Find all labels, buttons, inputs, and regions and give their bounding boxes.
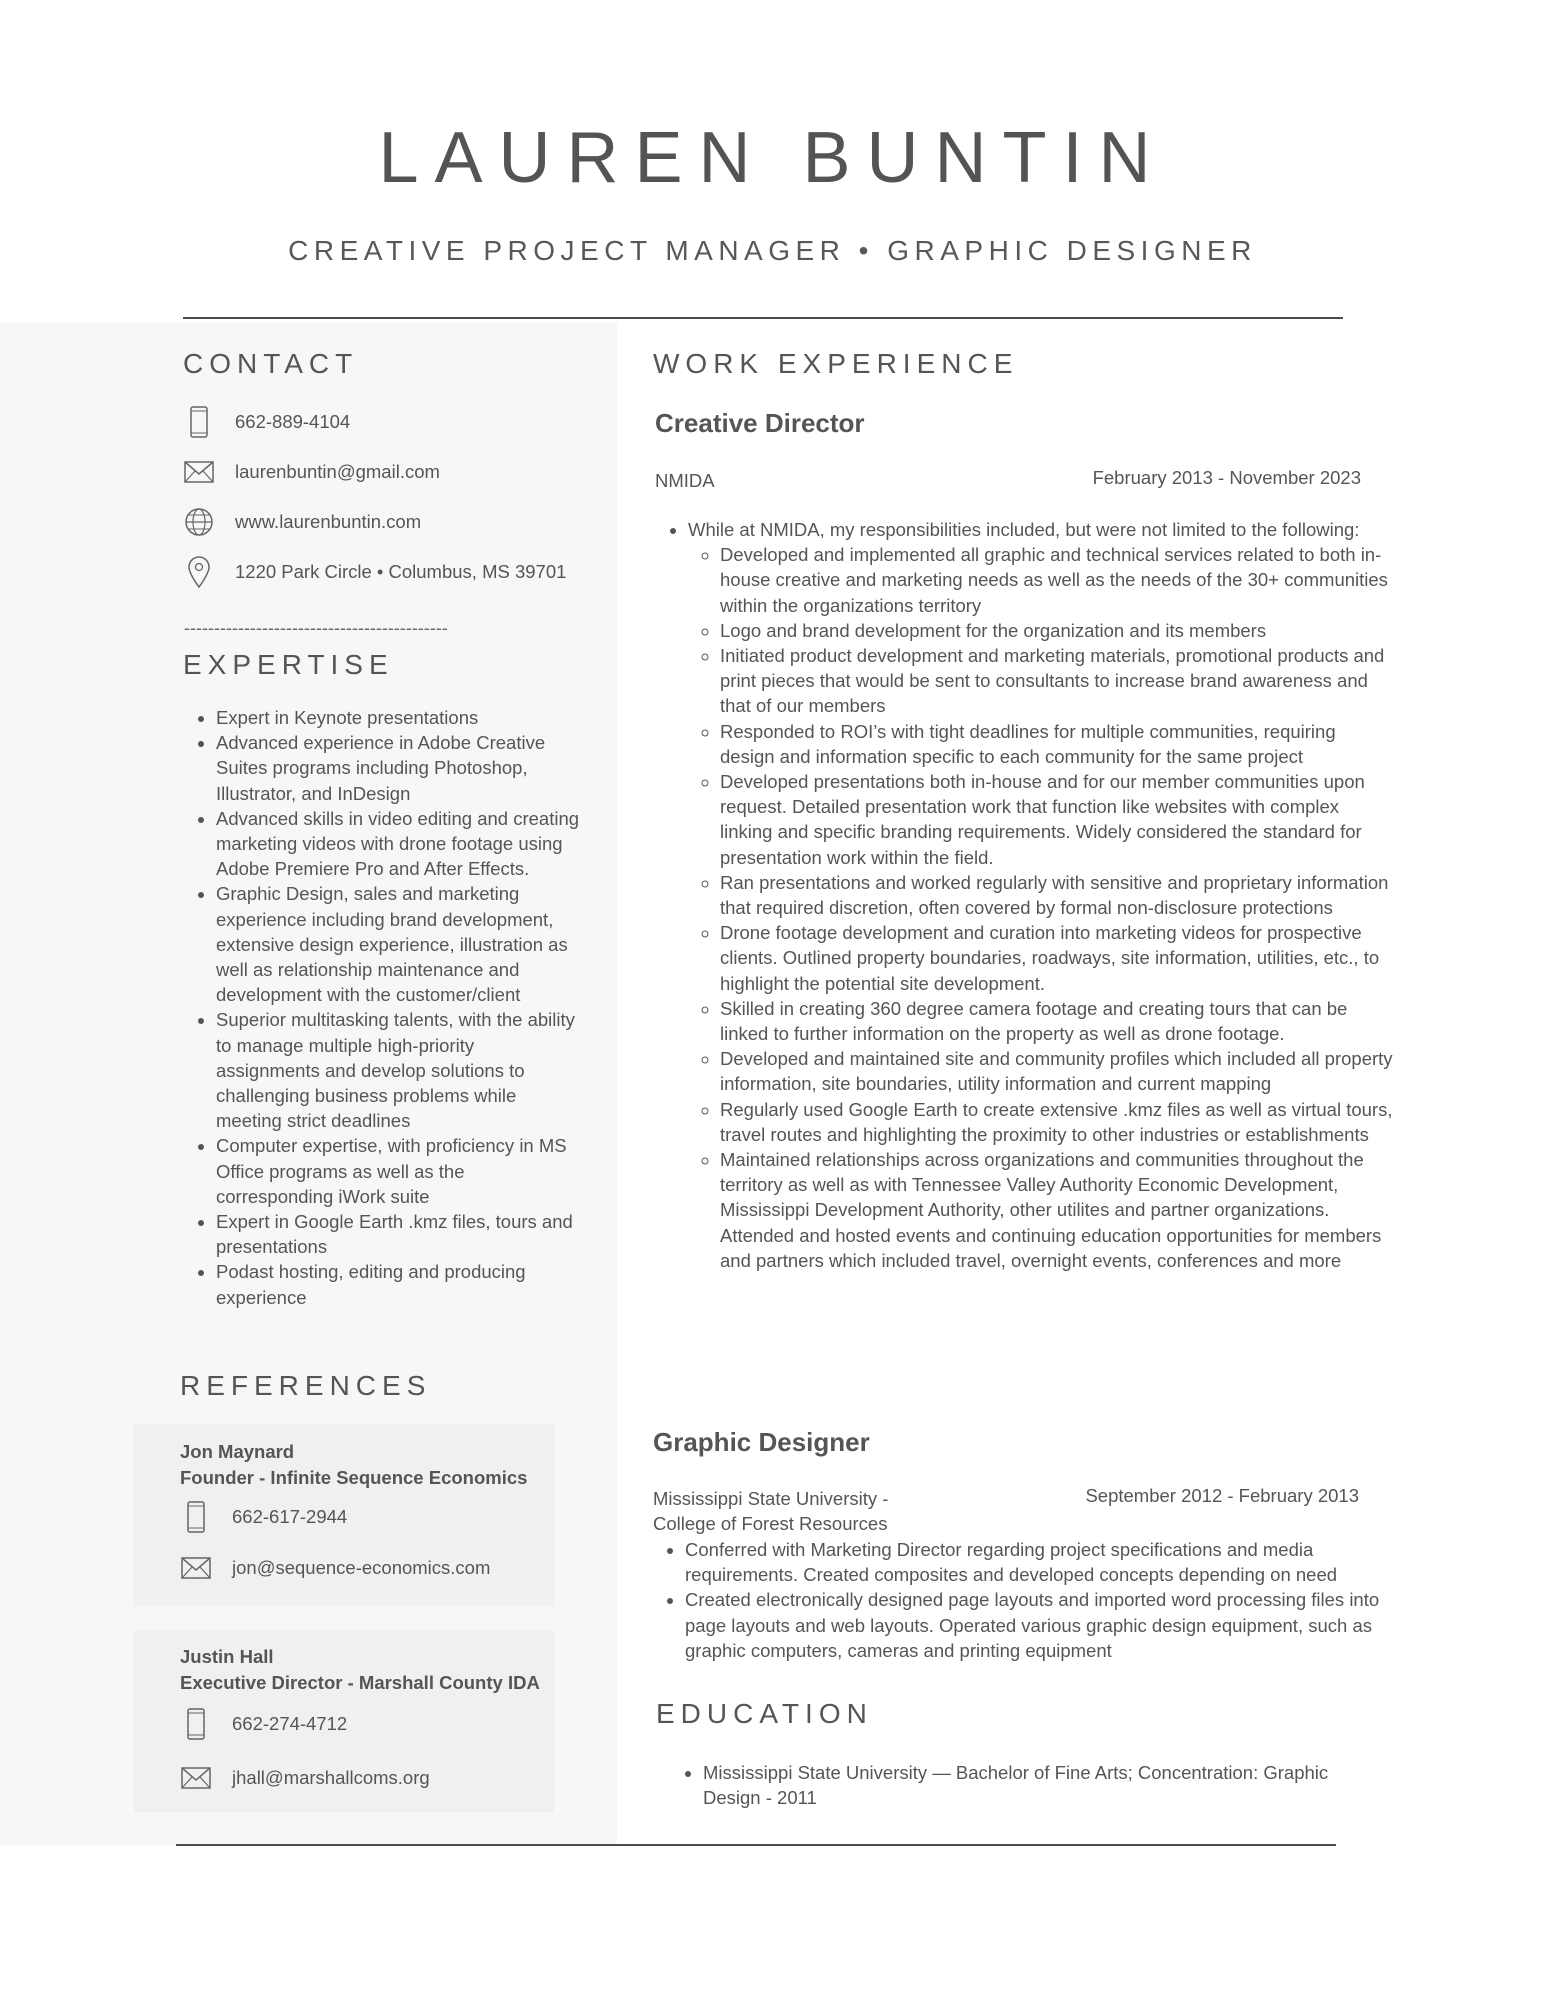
job-title: Creative Director: [655, 408, 865, 438]
job-dates: February 2013 - November 2023: [1092, 467, 1361, 488]
job-dates: September 2012 - February 2013: [1085, 1485, 1359, 1506]
expertise-list: [190, 705, 581, 1310]
list-item: ◦ Maintained relationships across organizations and communities throughout the territory as well as with Tennessee Valley Authority Economic Development, Mississippi Development Authority, other utilites and partner organizations. Attended and hosted events and continuing education opportunities for members and partners which included travel, overnight events, conferences and more: [720, 1147, 1394, 1273]
list-item: • Graphic Design, sales and marketing experience including brand development, extensive design experience, illustration as well as relationship maintenance and development with the customer/client: [216, 881, 581, 1007]
job-title: Graphic Designer: [653, 1427, 870, 1457]
list-item: ◦ Initiated product development and marketing materials, promotional products and print pieces that would be sent to consultants to increase brand awareness and that of our members: [720, 643, 1394, 719]
footer-divider: [176, 1844, 1336, 1846]
job-company: [653, 1486, 888, 1536]
expertise-heading: EXPERTISE: [183, 649, 394, 680]
contact-website: [183, 502, 603, 542]
list-item: ◦ Developed presentations both in-house and for our member communities upon request. Detailed presentation work that function like websites with complex linking and specific branding requirements. Widely considered the standard for presentation work within the field.: [720, 769, 1394, 870]
list-item: ◦ Regularly used Google Earth to create extensive .kmz files as well as virtual tours, travel routes and highlighting the proximity to other industries or establishments: [720, 1097, 1394, 1147]
reference-role: Founder - Infinite Sequence Economics: [180, 1466, 528, 1488]
reference-phone-text: 662-617-2944: [232, 1506, 348, 1527]
reference-phone: [180, 1707, 540, 1741]
phone-icon: [180, 1708, 212, 1740]
phone-icon: [180, 1501, 212, 1533]
envelope-icon: [183, 456, 215, 488]
list-item: • Mississippi State University — Bachelor of Fine Arts; Concentration: Graphic Design - 2011: [703, 1760, 1383, 1810]
job-responsibilities: [653, 1537, 1391, 1663]
contact-email: [183, 452, 603, 492]
reference-email: [180, 1761, 540, 1795]
education-list: [671, 1760, 1383, 1810]
references-heading: REFERENCES: [180, 1370, 432, 1401]
reference-email-text: jon@sequence-economics.com: [232, 1557, 491, 1578]
reference-phone-text: 662-274-4712: [232, 1713, 348, 1734]
reference-card: [134, 1630, 554, 1812]
contact-website-text: www.laurenbuntin.com: [235, 511, 422, 532]
job-sub-list: [688, 542, 1394, 1273]
list-item: • Expert in Keynote presentations: [216, 705, 581, 730]
job-company-line: Mississippi State University -: [653, 1488, 889, 1509]
list-item: • Advanced skills in video editing and creating marketing videos with drone footage using Adobe Premiere Pro and After Effects.: [216, 806, 581, 882]
candidate-title: CREATIVE PROJECT MANAGER • GRAPHIC DESIGNER: [288, 235, 1257, 266]
envelope-icon: [180, 1552, 212, 1584]
contact-phone: [183, 402, 603, 442]
contact-address-text: 1220 Park Circle • Columbus, MS 39701: [235, 561, 567, 582]
reference-phone: [180, 1500, 527, 1534]
list-item: • Created electronically designed page layouts and imported word processing files into page layouts and web layouts. Operated various graphic design equipment, such as graphic computers, cameras and printing equipment: [685, 1587, 1391, 1663]
reference-role: Executive Director - Marshall County IDA: [180, 1671, 540, 1693]
envelope-icon: [180, 1762, 212, 1794]
reference-card: [134, 1424, 554, 1606]
job-company-line: College of Forest Resources: [653, 1513, 888, 1534]
list-item: • Superior multitasking talents, with the ability to manage multiple high-priority assignments and develop solutions to challenging business problems while meeting strict deadlines: [216, 1007, 581, 1133]
globe-icon: [183, 506, 215, 538]
phone-icon: [183, 406, 215, 438]
list-item: ◦ Ran presentations and worked regularly with sensitive and proprietary information that required discretion, often covered by formal non-disclosure protections: [720, 870, 1394, 920]
contact-divider: --------------------------------------------: [184, 618, 448, 638]
list-item: ◦ Drone footage development and curation into marketing videos for prospective clients. Outlined property boundaries, roadways, site information, utilities, etc., to highlight the potential site development.: [720, 920, 1394, 996]
list-item: ◦ Skilled in creating 360 degree camera footage and creating tours that can be linked to further information on the property as well as drone footage.: [720, 996, 1394, 1046]
list-item: • Computer expertise, with proficiency in MS Office programs as well as the corresponding iWork suite: [216, 1133, 581, 1209]
header-divider: [183, 317, 1343, 319]
contact-phone-text: 662-889-4104: [235, 411, 351, 432]
list-item: • Conferred with Marketing Director regarding project specifications and media requirements. Created composites and developed concepts depending on need: [685, 1537, 1391, 1587]
list-item: • Podast hosting, editing and producing experience: [216, 1259, 581, 1309]
location-pin-icon: [183, 556, 215, 588]
job-responsibilities: [656, 517, 1394, 1273]
job-company: NMIDA: [655, 470, 715, 491]
list-item: ◦ Logo and brand development for the organization and its members: [720, 618, 1394, 643]
reference-email-text: jhall@marshallcoms.org: [232, 1767, 430, 1788]
job-meta: [653, 1483, 1359, 1536]
reference-name: Jon Maynard: [180, 1441, 295, 1462]
list-item: ◦ Developed and implemented all graphic and technical services related to both in-house creative and marketing needs as well as the needs of the 30+ communities within the organizations territory: [720, 542, 1394, 618]
contact-email-text: laurenbuntin@gmail.com: [235, 461, 440, 482]
work-heading: WORK EXPERIENCE: [653, 348, 1019, 379]
job-intro: While at NMIDA, my responsibilities included, but were not limited to the following:: [688, 519, 1360, 540]
contact-address: [183, 552, 603, 592]
list-item: [688, 517, 1394, 1273]
candidate-name: LAUREN BUNTIN: [378, 118, 1167, 198]
job-meta: [655, 465, 1361, 493]
education-heading: EDUCATION: [656, 1698, 873, 1729]
list-item: • Advanced experience in Adobe Creative Suites programs including Photoshop, Illustrator, and InDesign: [216, 730, 581, 806]
reference-email: [180, 1551, 527, 1585]
contact-heading: CONTACT: [183, 348, 359, 379]
list-item: ◦ Developed and maintained site and community profiles which included all property information, site boundaries, utility information and current mapping: [720, 1046, 1394, 1096]
reference-name: Justin Hall: [180, 1646, 274, 1667]
list-item: • Expert in Google Earth .kmz files, tours and presentations: [216, 1209, 581, 1259]
list-item: ◦ Responded to ROI’s with tight deadlines for multiple communities, requiring design and information specific to each community for the same project: [720, 719, 1394, 769]
